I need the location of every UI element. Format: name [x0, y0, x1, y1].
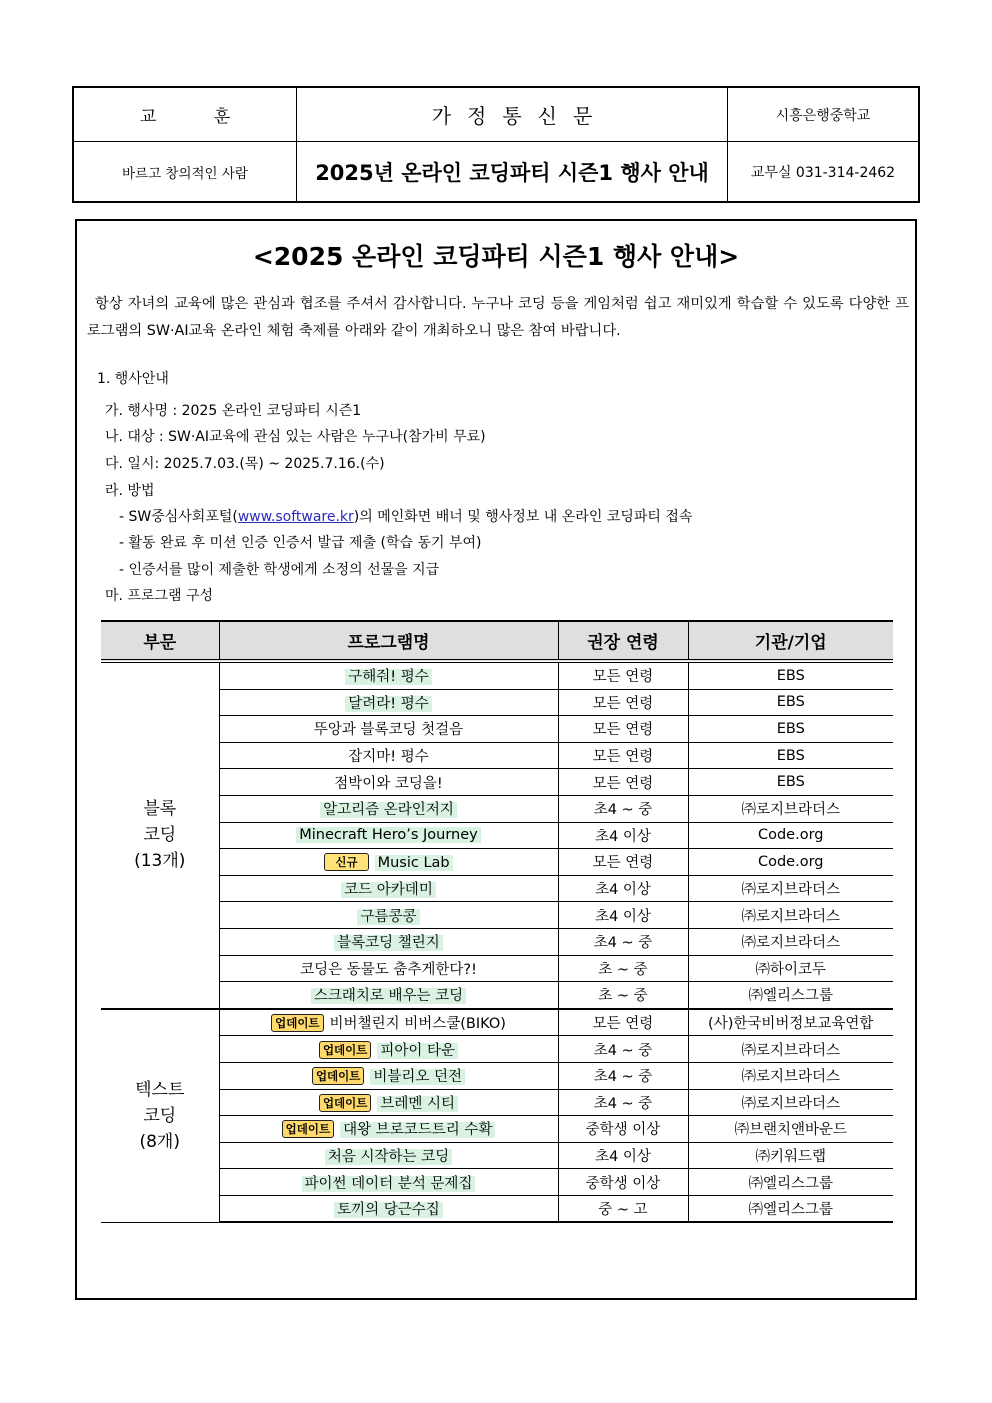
- program-name: 업데이트 비블리오 던전: [219, 1062, 558, 1089]
- table-row: [101, 982, 893, 1009]
- col-header-org: 기관/기업: [688, 621, 893, 661]
- program-name: 업데이트 브레멘 시티: [219, 1089, 558, 1116]
- program-org: ㈜브랜치앤바운드: [688, 1116, 893, 1143]
- col-header-age: 권장 연령: [558, 621, 688, 661]
- table-row: [101, 769, 893, 796]
- software-portal-link[interactable]: www.software.kr: [237, 509, 354, 525]
- school-name: 시흥은행중학교: [728, 87, 920, 142]
- table-row: [101, 1036, 893, 1063]
- category-count: (13개): [134, 851, 186, 872]
- col-header-program: 프로그램명: [219, 621, 558, 661]
- table-row: [101, 661, 893, 689]
- item-method: 라. 방법: [105, 483, 155, 499]
- update-badge: 업데이트: [319, 1094, 371, 1112]
- program-table: [101, 620, 893, 1223]
- program-age: 초4 ~ 중: [558, 928, 688, 955]
- program-org: ㈜로지브라더스: [688, 875, 893, 902]
- program-org: ㈜로지브라더스: [688, 1036, 893, 1063]
- update-badge: 업데이트: [312, 1067, 364, 1085]
- program-age: 모든 연령: [558, 689, 688, 716]
- program-age: 모든 연령: [558, 661, 688, 689]
- program-name: 알고리즘 온라인저지: [219, 795, 558, 822]
- table-row: [101, 822, 893, 849]
- program-age: 모든 연령: [558, 849, 688, 876]
- program-name: 코딩은 동물도 춤추게한다?!: [219, 955, 558, 982]
- program-org: ㈜로지브라더스: [688, 1062, 893, 1089]
- program-age: 초4 이상: [558, 822, 688, 849]
- notice-body: [75, 219, 917, 1300]
- program-name: 구해줘! 평수: [219, 661, 558, 689]
- method-1-prefix: - SW중심사회포털(: [119, 509, 238, 525]
- category-label: 코딩: [143, 1105, 177, 1126]
- item-program: 마. 프로그램 구성: [105, 588, 214, 604]
- program-age: 초4 이상: [558, 1142, 688, 1169]
- table-row: [101, 902, 893, 929]
- program-age: 모든 연령: [558, 716, 688, 743]
- program-age: 모든 연령: [558, 742, 688, 769]
- table-row: [101, 1009, 893, 1036]
- program-name: 처음 시작하는 코딩: [219, 1142, 558, 1169]
- method-1-suffix: )의 메인화면 배너 및 행사정보 내 온라인 코딩파티 접속: [353, 509, 693, 525]
- program-name: 업데이트 피아이 타운: [219, 1036, 558, 1063]
- program-name: 코드 아카데미: [219, 875, 558, 902]
- table-row: [101, 1169, 893, 1196]
- program-name: 구름콩콩: [219, 902, 558, 929]
- program-age: 초4 ~ 중: [558, 795, 688, 822]
- program-age: 초 ~ 중: [558, 955, 688, 982]
- table-row: [101, 1062, 893, 1089]
- program-age: 모든 연령: [558, 769, 688, 796]
- school-motto: 바르고 창의적인 사람: [73, 142, 297, 203]
- program-org: ㈜로지브라더스: [688, 902, 893, 929]
- category-text-coding: [101, 1009, 219, 1223]
- main-title: <2025 온라인 코딩파티 시즌1 행사 안내>: [252, 242, 740, 271]
- contact-phone: 교무실 031-314-2462: [728, 142, 920, 203]
- program-org: EBS: [688, 742, 893, 769]
- update-badge: 업데이트: [282, 1120, 334, 1138]
- table-row: [101, 1089, 893, 1116]
- category-block-coding: [101, 661, 219, 1009]
- program-name: 파이썬 데이터 분석 문제집: [219, 1169, 558, 1196]
- category-count: (8개): [139, 1131, 180, 1152]
- program-org: Code.org: [688, 849, 893, 876]
- program-org: EBS: [688, 716, 893, 743]
- intro-paragraph: 항상 자녀의 교육에 많은 관심과 협조를 주셔서 감사합니다. 누구나 코딩 등을 게임처럼 쉽고 재미있게 학습할 수 있도록 다양한 프로그램의 SW·AI교육 온라인 체험 축제를 아래와 같이 개최하오니 많은 참여 바랍니다.: [87, 296, 909, 339]
- program-name: 점박이와 코딩을!: [219, 769, 558, 796]
- category-label: 텍스트: [135, 1079, 185, 1100]
- method-line-1: [119, 506, 692, 526]
- update-badge: 업데이트: [319, 1041, 371, 1059]
- item-event-name: 가. 행사명 : 2025 온라인 코딩파티 시즌1: [105, 403, 362, 419]
- motto-heading: 교 훈: [73, 87, 297, 142]
- program-age: 모든 연령: [558, 1009, 688, 1036]
- item-target: 나. 대상 : SW·AI교육에 관심 있는 사람은 누구나(참가비 무료): [105, 429, 486, 445]
- program-name: 잡지마! 평수: [219, 742, 558, 769]
- program-org: Code.org: [688, 822, 893, 849]
- program-org: ㈜엘리스그룹: [688, 1195, 893, 1222]
- col-header-category: 부문: [101, 621, 219, 661]
- table-row: [101, 1195, 893, 1222]
- program-name: 업데이트 대왕 브로코드트리 수확: [219, 1116, 558, 1143]
- program-name: 업데이트 비버챌린지 비버스쿨(BIKO): [219, 1009, 558, 1036]
- program-name: 달려라! 평수: [219, 689, 558, 716]
- program-org: ㈜로지브라더스: [688, 928, 893, 955]
- program-name: 뚜앙과 블록코딩 첫걸음: [219, 716, 558, 743]
- program-name: 토끼의 당근수집: [219, 1195, 558, 1222]
- method-line-3: - 인증서를 많이 제출한 학생에게 소정의 선물을 지급: [119, 562, 440, 578]
- program-age: 초 ~ 중: [558, 982, 688, 1009]
- section-heading: 1. 행사안내: [97, 371, 169, 387]
- program-age: 중 ~ 고: [558, 1195, 688, 1222]
- table-row: [101, 1116, 893, 1143]
- program-org: ㈜키워드랩: [688, 1142, 893, 1169]
- program-org: ㈜엘리스그룹: [688, 982, 893, 1009]
- program-age: 중학생 이상: [558, 1169, 688, 1196]
- program-age: 초4 이상: [558, 902, 688, 929]
- program-org: ㈜로지브라더스: [688, 795, 893, 822]
- program-age: 중학생 이상: [558, 1116, 688, 1143]
- doc-type-title: 가정통신문: [297, 87, 728, 142]
- program-age: 초4 ~ 중: [558, 1036, 688, 1063]
- program-org: EBS: [688, 689, 893, 716]
- program-org: ㈜하이코두: [688, 955, 893, 982]
- program-org: EBS: [688, 769, 893, 796]
- item-schedule: 다. 일시: 2025.7.03.(목) ~ 2025.7.16.(수): [105, 456, 385, 472]
- table-header-row: [101, 621, 893, 661]
- table-row: [101, 1142, 893, 1169]
- program-name: 블록코딩 챌린지: [219, 928, 558, 955]
- program-org: ㈜엘리스그룹: [688, 1169, 893, 1196]
- program-name: 스크래치로 배우는 코딩: [219, 982, 558, 1009]
- update-badge: 업데이트: [271, 1014, 323, 1032]
- table-row: [101, 955, 893, 982]
- category-label: 코딩: [143, 825, 177, 846]
- table-row: [101, 716, 893, 743]
- program-org: EBS: [688, 661, 893, 689]
- program-org: ㈜로지브라더스: [688, 1089, 893, 1116]
- table-row: [101, 689, 893, 716]
- new-badge: 신규: [324, 853, 368, 871]
- program-age: 초4 ~ 중: [558, 1089, 688, 1116]
- table-row: [101, 928, 893, 955]
- table-row: [101, 795, 893, 822]
- method-line-2: - 활동 완료 후 미션 인증 인증서 발급 제출 (학습 동기 부여): [119, 535, 482, 551]
- header-table: [72, 86, 920, 203]
- program-name: 신규 Music Lab: [219, 849, 558, 876]
- table-row: [101, 742, 893, 769]
- program-org: (사)한국비버정보교육연합: [688, 1009, 893, 1036]
- program-age: 초4 이상: [558, 875, 688, 902]
- event-title: 2025년 온라인 코딩파티 시즌1 행사 안내: [297, 142, 728, 203]
- table-row: [101, 849, 893, 876]
- program-name: Minecraft Hero’s Journey: [219, 822, 558, 849]
- category-label: 블록: [143, 799, 177, 820]
- table-row: [101, 875, 893, 902]
- program-age: 초4 ~ 중: [558, 1062, 688, 1089]
